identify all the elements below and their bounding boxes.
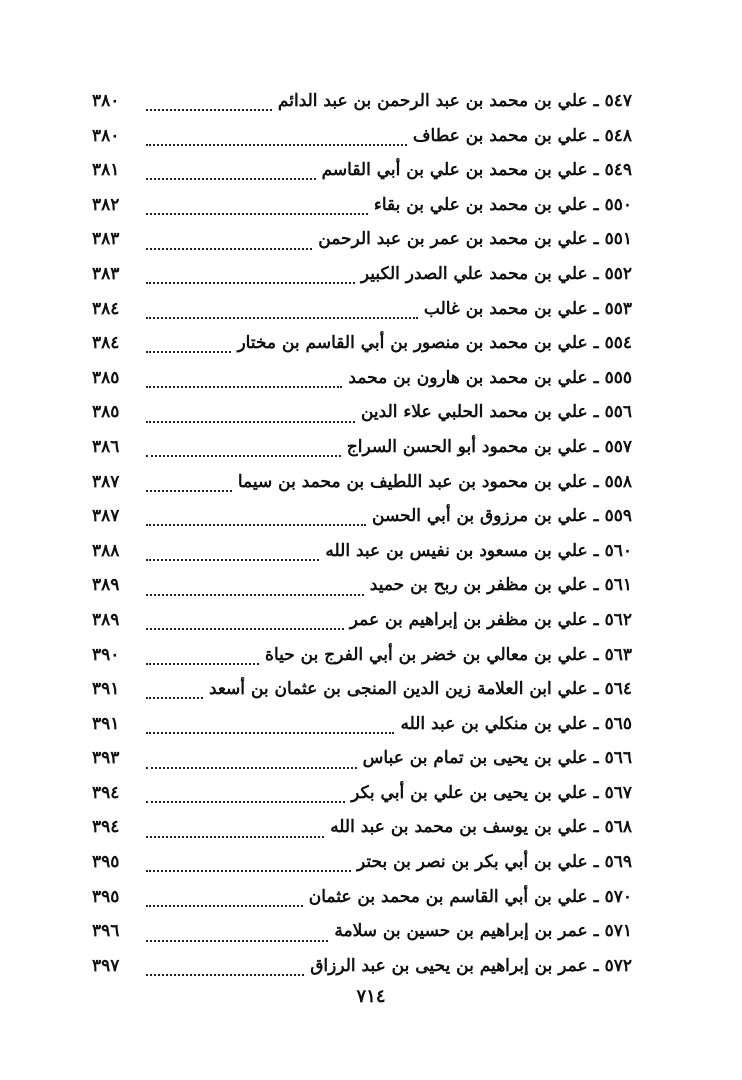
entry-title: علي بن يحيى بن علي بن أبي بكر (351, 782, 588, 803)
dot-leader (146, 549, 319, 561)
toc-entry (92, 707, 632, 742)
entry-title: علي بن محمد بن هارون بن محمد (348, 367, 588, 388)
entry-page-number: ٣٨١ (92, 160, 120, 181)
dot-leader (146, 168, 316, 180)
entry-separator: ـ (593, 229, 599, 250)
dot-leader (146, 964, 304, 976)
entry-title: علي بن مسعود بن نفيس بن عبد الله (325, 540, 588, 561)
table-of-contents (92, 84, 632, 983)
dot-leader (146, 791, 345, 803)
entry-separator: ـ (593, 298, 599, 319)
toc-entry (92, 499, 632, 534)
toc-entry (92, 568, 632, 603)
entry-title: علي بن محمد بن منصور بن أبي القاسم بن مختار (237, 333, 588, 354)
entry-page-number: ٣٨٩ (92, 575, 120, 596)
entry-separator: ـ (593, 679, 599, 700)
entry-separator: ـ (593, 436, 599, 457)
toc-entry (92, 914, 632, 949)
dot-leader (146, 860, 351, 872)
entry-page-number: ٣٩١ (92, 679, 120, 700)
entry-page-number: ٣٨٩ (92, 609, 120, 630)
dot-leader (146, 480, 232, 492)
toc-entry (92, 430, 632, 465)
dot-leader (146, 203, 368, 215)
entry-separator: ـ (593, 886, 599, 907)
entry-number: ٥٥٤ (604, 333, 632, 354)
entry-title: علي بن محمد بن علي بن أبي القاسم (321, 160, 588, 181)
entry-number: ٥٥٧ (604, 436, 632, 457)
entry-page-number: ٣٨٤ (92, 298, 120, 319)
toc-entry (92, 119, 632, 154)
entry-page-number: ٣٩٦ (92, 921, 120, 942)
toc-entry (92, 880, 632, 915)
toc-entry (92, 222, 632, 257)
entry-separator: ـ (593, 609, 599, 630)
entry-page-number: ٣٩٣ (92, 748, 120, 769)
toc-entry (92, 84, 632, 119)
entry-number: ٥٦١ (604, 575, 632, 596)
dot-leader (146, 584, 364, 596)
entry-number: ٥٥٥ (604, 367, 632, 388)
entry-page-number: ٣٨٥ (92, 402, 120, 423)
dot-leader (146, 376, 342, 388)
entry-separator: ـ (593, 540, 599, 561)
entry-separator: ـ (593, 471, 599, 492)
entry-number: ٥٥٢ (604, 263, 632, 284)
dot-leader (146, 238, 312, 250)
dot-leader (146, 653, 259, 665)
toc-entry (92, 672, 632, 707)
entry-page-number: ٣٨٦ (92, 436, 120, 457)
entry-number: ٥٥٦ (604, 402, 632, 423)
toc-entry (92, 361, 632, 396)
entry-separator: ـ (593, 713, 599, 734)
entry-number: ٥٦٧ (604, 782, 632, 803)
entry-title: علي بن محمد بن عمر بن عبد الرحمن (318, 229, 588, 250)
entry-separator: ـ (593, 955, 599, 976)
entry-separator: ـ (593, 263, 599, 284)
dot-leader (146, 895, 303, 907)
entry-page-number: ٣٩٤ (92, 782, 120, 803)
entry-number: ٥٦٢ (604, 609, 632, 630)
entry-number: ٥٦٨ (604, 817, 632, 838)
entry-title: علي بن مظفر بن إبراهيم بن عمر (349, 609, 588, 630)
entry-title: علي بن يحيى بن تمام بن عباس (362, 748, 588, 769)
dot-leader (146, 341, 231, 353)
entry-separator: ـ (593, 125, 599, 146)
dot-leader (146, 99, 272, 111)
dot-leader (146, 757, 357, 769)
dot-leader (146, 930, 328, 942)
entry-page-number: ٣٨٥ (92, 367, 120, 388)
entry-title: علي بن محمد بن عطاف (412, 125, 588, 146)
toc-entry (92, 188, 632, 223)
entry-separator: ـ (593, 367, 599, 388)
toc-entry (92, 326, 632, 361)
toc-entry (92, 153, 632, 188)
entry-title: علي بن مظفر بن ربح بن حميد (369, 575, 588, 596)
entry-number: ٥٦٠ (604, 540, 632, 561)
entry-number: ٥٤٧ (604, 91, 632, 111)
dot-leader (146, 307, 418, 319)
entry-page-number: ٣٨٧ (92, 506, 120, 527)
entry-page-number: ٣٨٠ (92, 91, 120, 111)
entry-page-number: ٣٩٥ (92, 886, 120, 907)
toc-entry (92, 292, 632, 327)
entry-title: علي بن يوسف بن محمد بن عبد الله (330, 817, 588, 838)
entry-page-number: ٣٨٧ (92, 471, 120, 492)
toc-entry (92, 257, 632, 292)
toc-entry (92, 845, 632, 880)
entry-page-number: ٣٨٢ (92, 194, 120, 215)
entry-title: علي بن محمود أبو الحسن السراج (346, 436, 588, 457)
dot-leader (146, 687, 203, 699)
entry-separator: ـ (593, 921, 599, 942)
entry-title: علي بن منكلي بن عبد الله (400, 713, 588, 734)
entry-number: ٥٥٨ (604, 471, 632, 492)
entry-number: ٥٥٣ (604, 298, 632, 319)
toc-entry (92, 776, 632, 811)
entry-number: ٥٦٤ (604, 679, 632, 700)
dot-leader (146, 272, 355, 284)
entry-number: ٥٥٠ (604, 194, 632, 215)
entry-separator: ـ (593, 748, 599, 769)
entry-separator: ـ (593, 817, 599, 838)
entry-title: علي بن محمد علي الصدر الكبير (360, 263, 588, 284)
entry-separator: ـ (593, 575, 599, 596)
dot-leader (146, 618, 344, 630)
entry-number: ٥٥٩ (604, 506, 632, 527)
entry-separator: ـ (593, 402, 599, 423)
toc-entry (92, 603, 632, 638)
entry-title: علي بن أبي بكر بن نصر بن بحتر (357, 852, 588, 873)
entry-title: علي بن محمد بن علي بن بقاء (373, 194, 588, 215)
dot-leader (146, 445, 341, 457)
entry-separator: ـ (593, 91, 599, 111)
entry-page-number: ٣٨٣ (92, 229, 120, 250)
toc-entry (92, 949, 632, 984)
entry-number: ٥٦٣ (604, 644, 632, 665)
entry-title: علي بن مرزوق بن أبي الحسن (372, 506, 588, 527)
entry-page-number: ٣٩٥ (92, 852, 120, 873)
dot-leader (146, 411, 355, 423)
entry-title: عمر بن إبراهيم بن يحيى بن عبد الرزاق (310, 955, 588, 976)
entry-page-number: ٣٩٧ (92, 955, 120, 976)
entry-number: ٥٥١ (604, 229, 632, 250)
entry-page-number: ٣٩١ (92, 713, 120, 734)
entry-number: ٥٦٩ (604, 852, 632, 873)
entry-number: ٥٤٨ (604, 125, 632, 146)
dot-leader (146, 514, 366, 526)
entry-separator: ـ (593, 194, 599, 215)
toc-entry (92, 638, 632, 673)
entry-separator: ـ (593, 782, 599, 803)
entry-title: علي بن محمد بن عبد الرحمن بن عبد الدائم (277, 91, 588, 111)
entry-separator: ـ (593, 333, 599, 354)
toc-entry (92, 810, 632, 845)
entry-number: ٥٤٩ (604, 160, 632, 181)
entry-title: علي بن معالي بن خضر بن أبي الفرج بن حياة (265, 644, 588, 665)
entry-page-number: ٣٩٠ (92, 644, 120, 665)
entry-separator: ـ (593, 644, 599, 665)
toc-entry (92, 741, 632, 776)
entry-number: ٥٦٦ (604, 748, 632, 769)
entry-page-number: ٣٨٨ (92, 540, 120, 561)
dot-leader (146, 826, 324, 838)
entry-title: علي بن محمد الحلبي علاء الدين (360, 402, 588, 423)
entry-title: علي ابن العلامة زين الدين المنجى بن عثمان بن أسعد (208, 679, 588, 700)
dot-leader (146, 722, 394, 734)
entry-separator: ـ (593, 506, 599, 527)
dot-leader (146, 134, 407, 146)
entry-separator: ـ (593, 160, 599, 181)
entry-title: علي بن أبي القاسم بن محمد بن عثمان (308, 886, 588, 907)
toc-entry (92, 534, 632, 569)
entry-number: ٥٧١ (604, 921, 632, 942)
entry-page-number: ٣٩٤ (92, 817, 120, 838)
toc-entry (92, 395, 632, 430)
entry-separator: ـ (593, 852, 599, 873)
entry-page-number: ٣٨٣ (92, 263, 120, 284)
entry-title: علي بن محمد بن غالب (423, 298, 588, 319)
entry-title: عمر بن إبراهيم بن حسين بن سلامة (334, 921, 588, 942)
entry-number: ٥٦٥ (604, 713, 632, 734)
entry-number: ٥٧٠ (604, 886, 632, 907)
entry-page-number: ٣٨٠ (92, 125, 120, 146)
entry-title: علي بن محمود بن عبد اللطيف بن محمد بن سيما (237, 471, 588, 492)
toc-entry (92, 465, 632, 500)
entry-number: ٥٧٢ (604, 955, 632, 976)
entry-page-number: ٣٨٤ (92, 333, 120, 354)
page-number: ٧١٤ (356, 986, 386, 1007)
